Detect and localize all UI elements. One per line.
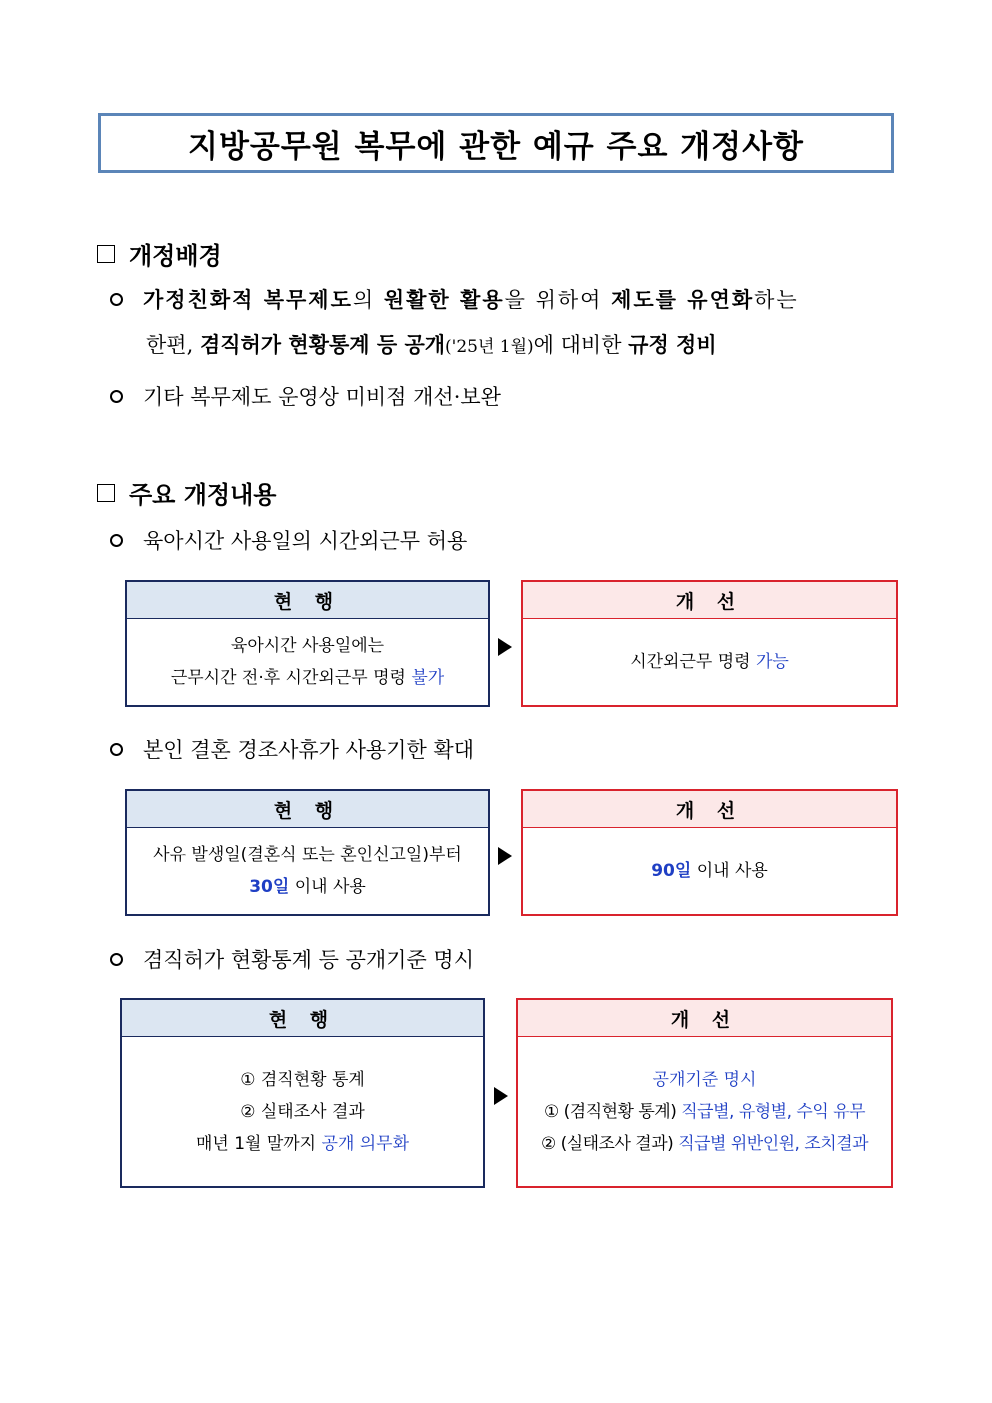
circle-bullet-icon	[110, 953, 123, 966]
change-item-2-title	[110, 734, 474, 764]
text-line: ① 겸직현황 통계	[240, 1069, 365, 1090]
text-line	[196, 1128, 409, 1160]
highlight-text: 공개기준 명시	[652, 1069, 757, 1090]
square-bullet-icon	[97, 245, 115, 263]
circle-bullet-icon	[110, 743, 123, 756]
seg: 의	[352, 288, 384, 312]
current-body	[127, 619, 488, 705]
text-line: 사유 발생일(결혼식 또는 혼인신고일)부터	[153, 845, 462, 865]
improved-box-3	[516, 998, 893, 1188]
bullet-background-2	[110, 381, 501, 411]
seg: 을 위하여	[504, 288, 612, 312]
circle-bullet-icon	[110, 293, 123, 306]
text-line	[630, 646, 789, 678]
seg: 원활한 활용	[383, 287, 505, 312]
text-line	[541, 1128, 868, 1160]
current-header: 현 행	[127, 791, 488, 828]
seg: 규정 정비	[628, 332, 717, 357]
current-body	[122, 1037, 483, 1186]
bullet-text: 기타 복무제도 운영상 미비점 개선·보완	[143, 385, 501, 409]
bullet-text: 본인 결혼 경조사휴가 사용기한 확대	[143, 738, 474, 762]
square-bullet-icon	[97, 484, 115, 502]
bullet-background-1	[110, 284, 799, 314]
bullet-text	[143, 288, 799, 312]
improved-body	[518, 1037, 891, 1186]
section-heading-background	[97, 236, 222, 271]
seg: 겸직허가 현황통계 등 공개	[199, 332, 446, 357]
current-header: 현 행	[127, 582, 488, 619]
section-heading-label: 주요 개정내용	[129, 481, 277, 509]
improved-body	[523, 619, 896, 705]
change-item-3-title	[110, 944, 474, 974]
current-box-3	[120, 998, 485, 1188]
seg: 근무시간 전·후 시간외근무 명령	[170, 668, 412, 688]
highlight-text: 불가	[411, 668, 445, 688]
improved-box-1	[521, 580, 898, 707]
bullet-background-1-cont	[146, 329, 717, 359]
improved-header: 개 선	[523, 582, 896, 619]
seg: 이내 사용	[289, 877, 366, 897]
section-heading-label: 개정배경	[129, 242, 222, 270]
seg: 이내 사용	[691, 861, 768, 881]
text-line	[249, 871, 366, 903]
seg: 한편,	[146, 333, 200, 357]
improved-header: 개 선	[518, 1000, 891, 1037]
circle-bullet-icon	[110, 390, 123, 403]
bullet-text: 겸직허가 현황통계 등 공개기준 명시	[143, 948, 474, 972]
section-heading-changes	[97, 475, 276, 510]
arrow-right-icon	[498, 847, 512, 865]
arrow-right-icon	[494, 1087, 508, 1105]
highlight-text: 가능	[755, 652, 789, 672]
seg: 에 대비한	[533, 333, 629, 357]
text-line	[544, 1096, 865, 1128]
highlight-text: 공개 의무화	[321, 1133, 410, 1154]
seg: ① (겸직현황 통계)	[544, 1101, 682, 1122]
circle-bullet-icon	[110, 534, 123, 547]
seg: 매년 1월 말까지	[195, 1133, 322, 1154]
seg: 시간외근무 명령	[630, 652, 756, 672]
seg: ('25년 1월)	[445, 337, 534, 357]
improved-body	[523, 828, 896, 914]
improved-box-2	[521, 789, 898, 916]
current-body	[127, 828, 488, 914]
text-line: 육아시간 사용일에는	[230, 636, 385, 656]
improved-header: 개 선	[523, 791, 896, 828]
text-line	[171, 662, 444, 694]
current-header: 현 행	[122, 1000, 483, 1037]
highlight-text: 직급별 위반인원, 조치결과	[678, 1133, 869, 1154]
highlight-text: 90일	[651, 861, 692, 881]
seg: 하는	[754, 288, 799, 312]
page-title: 지방공무원 복무에 관한 예규 주요 개정사항	[98, 113, 894, 173]
seg: ② (실태조사 결과)	[540, 1133, 679, 1154]
current-box-2	[125, 789, 490, 916]
seg: 가정친화적 복무제도	[143, 287, 353, 312]
change-item-1-title	[110, 525, 467, 555]
highlight-text: 30일	[249, 877, 290, 897]
current-box-1	[125, 580, 490, 707]
text-line: ② 실태조사 결과	[240, 1101, 365, 1122]
text-line	[651, 855, 768, 887]
highlight-text: 직급별, 유형별, 수익 유무	[681, 1101, 865, 1122]
seg: 제도를 유연화	[611, 287, 755, 312]
arrow-right-icon	[498, 638, 512, 656]
bullet-text: 육아시간 사용일의 시간외근무 허용	[143, 529, 468, 553]
